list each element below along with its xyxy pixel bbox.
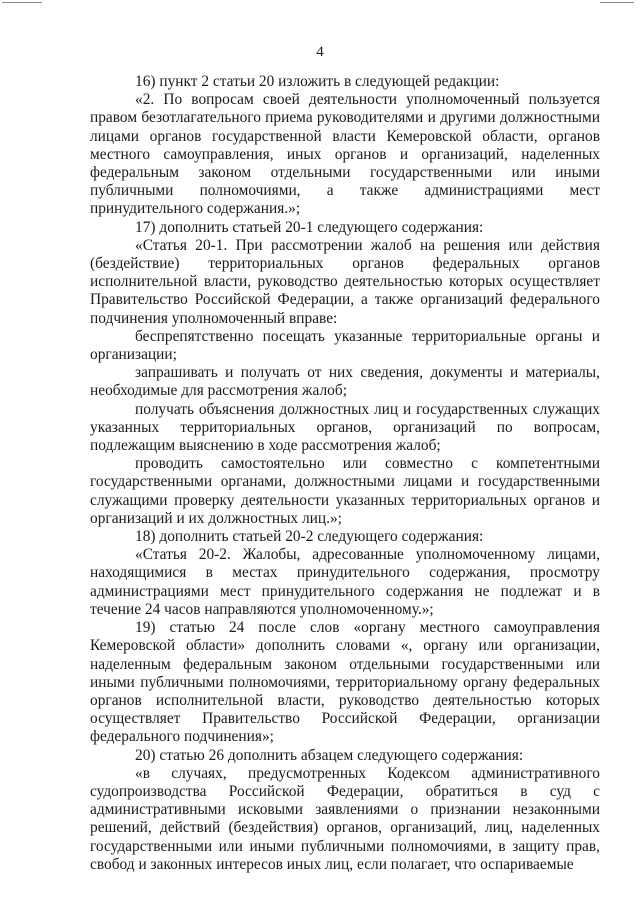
document-body bbox=[90, 73, 600, 874]
paragraph-item-16-heading: 16) пункт 2 статьи 20 изложить в следующей редакции: bbox=[135, 73, 500, 90]
paragraph-item-18-heading: 18) дополнить статьей 20-2 следующего содержания: bbox=[135, 528, 484, 546]
paragraph-right-visit: беспрепятственно посещать указанные территориальные органы и организации; bbox=[90, 327, 600, 364]
paragraph-right-request: запрашивать и получать от них сведения, документы и материалы, необходимые для рассмотрения жалоб; bbox=[90, 364, 600, 400]
page-number: 4 bbox=[316, 44, 324, 60]
paragraph-item-19: 19) статью 24 после слов «органу местного самоуправления Кемеровской области» дополнить словами «, органу или организации, наделенным федеральным законом отдельными государственными или иными публичными полномочиями, территориальному органу федеральных органов исполнительной власти, руководство деятельностью которых осуществляет Правительство Российской Федерации, организации федерального подчинения»; bbox=[90, 619, 600, 746]
paragraph-right-explanations: получать объяснения должностных лиц и государственных служащих указанных территориальных органов, организаций по вопросам, подлежащим выяснению в ходе рассмотрения жалоб; bbox=[90, 400, 600, 455]
top-edge-rule-right bbox=[600, 2, 634, 3]
paragraph-article-20-1-intro: «Статья 20-1. При рассмотрении жалоб на решения или действия (бездействие) территориальных органов федеральных органов исполнительной власти, руководство деятельностью которых осуществляет Правительство Российской Федерации, а также организаций федерального подчинения уполномоченный вправе: bbox=[90, 236, 600, 327]
paragraph-article-20-2: «Статья 20-2. Жалобы, адресованные уполномоченному лицами, находящимися в местах принудительного содержания, просмотру администрациями мест принудительного содержания не подлежат и в течение 24 часов направляются уполномоченному.»; bbox=[90, 546, 600, 618]
top-edge-rule-left bbox=[2, 2, 42, 3]
paragraph-right-inspection: проводить самостоятельно или совместно с компетентными государственными органами, должностными лицами и государственными служащими проверку деятельности указанных территориальных органов и организаций и их должностных лиц.»; bbox=[90, 455, 600, 527]
paragraph-item-20-heading: 20) статью 26 дополнить абзацем следующего содержания: bbox=[135, 746, 524, 764]
paragraph-item-17-heading: 17) дополнить статьей 20-1 следующего содержания: bbox=[135, 218, 484, 236]
paragraph-article-26-addition: «в случаях, предусмотренных Кодексом административного судопроизводства Российской Федерации, обратиться в суд с административными исковыми заявлениями о признании незаконными решений, действий (бездействия) органов, организаций, лиц, наделенных государственными или иными публичными полномочиями, в защиту прав, свобод и законных интересов иных лиц, если полагает, что оспариваемые bbox=[90, 764, 600, 873]
paragraph-article-20-point-2: «2. По вопросам своей деятельности уполномоченный пользуется правом безотлагательного приема руководителями и другими должностными лицами органов государственной власти Кемеровской области, органов местного самоуправления, иных органов и организаций, наделенных федеральным законом отдельными государственными или иными публичными полномочиями, а также администрациями мест принудительного содержания.»; bbox=[90, 91, 600, 218]
